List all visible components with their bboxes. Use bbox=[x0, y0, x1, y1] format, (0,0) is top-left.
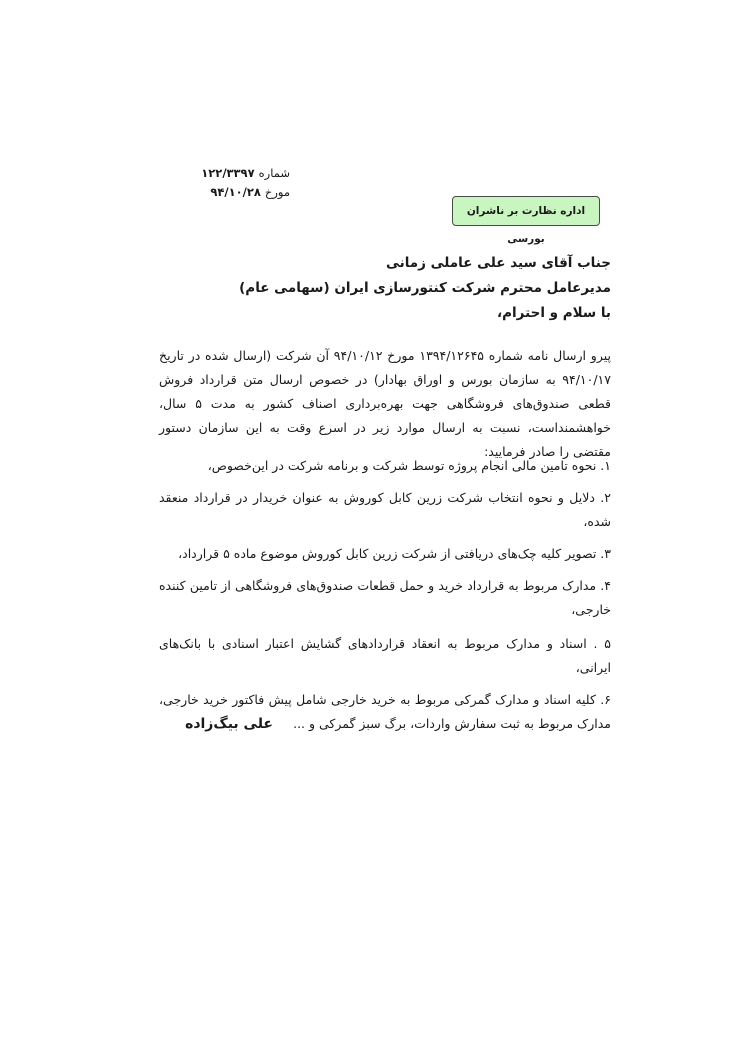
recipient-name: جناب آقای سید علی عاملی زمانی bbox=[385, 255, 611, 271]
request-item-5: ۵ . اسناد و مدارک مربوط به انعقاد قراردادهای گشایش اعتبار اسنادی با بانک‌های ایرانی، bbox=[159, 636, 611, 675]
request-item-1: ۱. نحوه تامین مالی انجام پروژه توسط شرکت و برنامه شرکت در این‌خصوص، bbox=[207, 458, 611, 473]
request-list bbox=[159, 454, 611, 744]
letter-number-row bbox=[170, 164, 290, 183]
letter-date-label: مورخ bbox=[264, 185, 290, 199]
greeting: با سلام و احترام، bbox=[497, 305, 611, 321]
recipient-title: مدیرعامل محترم شرکت کنتورسازی ایران (سهامی عام) bbox=[239, 280, 611, 296]
letter-date-value: ۹۴/۱۰/۲۸ bbox=[210, 185, 261, 199]
body-paragraph: پیرو ارسال نامه شماره ۱۳۹۴/۱۲۶۴۵ مورخ ۹۴/۱۰/۱۲ آن شرکت (ارسال شده در تاریخ ۹۴/۱۰/۱۷ به سازمان بورس و اوراق بهادار) در خصوص ارسال متن قرارداد فروش قطعی صندوق‌های فروشگاهی جهت بهره‌برداری اصناف کشور به مدت ۵ سال، خواهشمنداست، نسبت به ارسال موارد زیر در اسرع وقت به این سازمان دستور مقتضی را صادر فرمایید: bbox=[159, 348, 611, 459]
letter-date-row bbox=[170, 183, 290, 202]
letter-meta bbox=[170, 164, 290, 202]
recipient-block bbox=[181, 251, 611, 326]
request-item-3: ۳. تصویر کلیه چک‌های دریافتی از شرکت زرین کابل کوروش موضوع ماده ۵ قرارداد، bbox=[178, 546, 611, 561]
request-item-2: ۲. دلایل و نحوه انتخاب شرکت زرین کابل کوروش به عنوان خریدار در قرارداد منعقد شده، bbox=[159, 490, 611, 529]
letter-body bbox=[159, 344, 611, 464]
department-badge: اداره نظارت بر ناشران بورسی bbox=[452, 196, 600, 226]
letter-number-value: ۱۲۲/۳۳۹۷ bbox=[201, 166, 255, 180]
signature-name: علی بیگ‌زاده bbox=[185, 716, 273, 732]
letter-number-label: شماره bbox=[258, 166, 290, 180]
request-item-6: ۶. کلیه اسناد و مدارک گمرکی مربوط به خرید خارجی شامل پیش فاکتور خرید خارجی، مدارک مربوط به ثبت سفارش واردات، برگ سبز گمرکی و ... bbox=[159, 692, 611, 731]
request-item-4: ۴. مدارک مربوط به قرارداد خرید و حمل قطعات صندوق‌های فروشگاهی از تامین کننده خارجی، bbox=[159, 578, 611, 617]
